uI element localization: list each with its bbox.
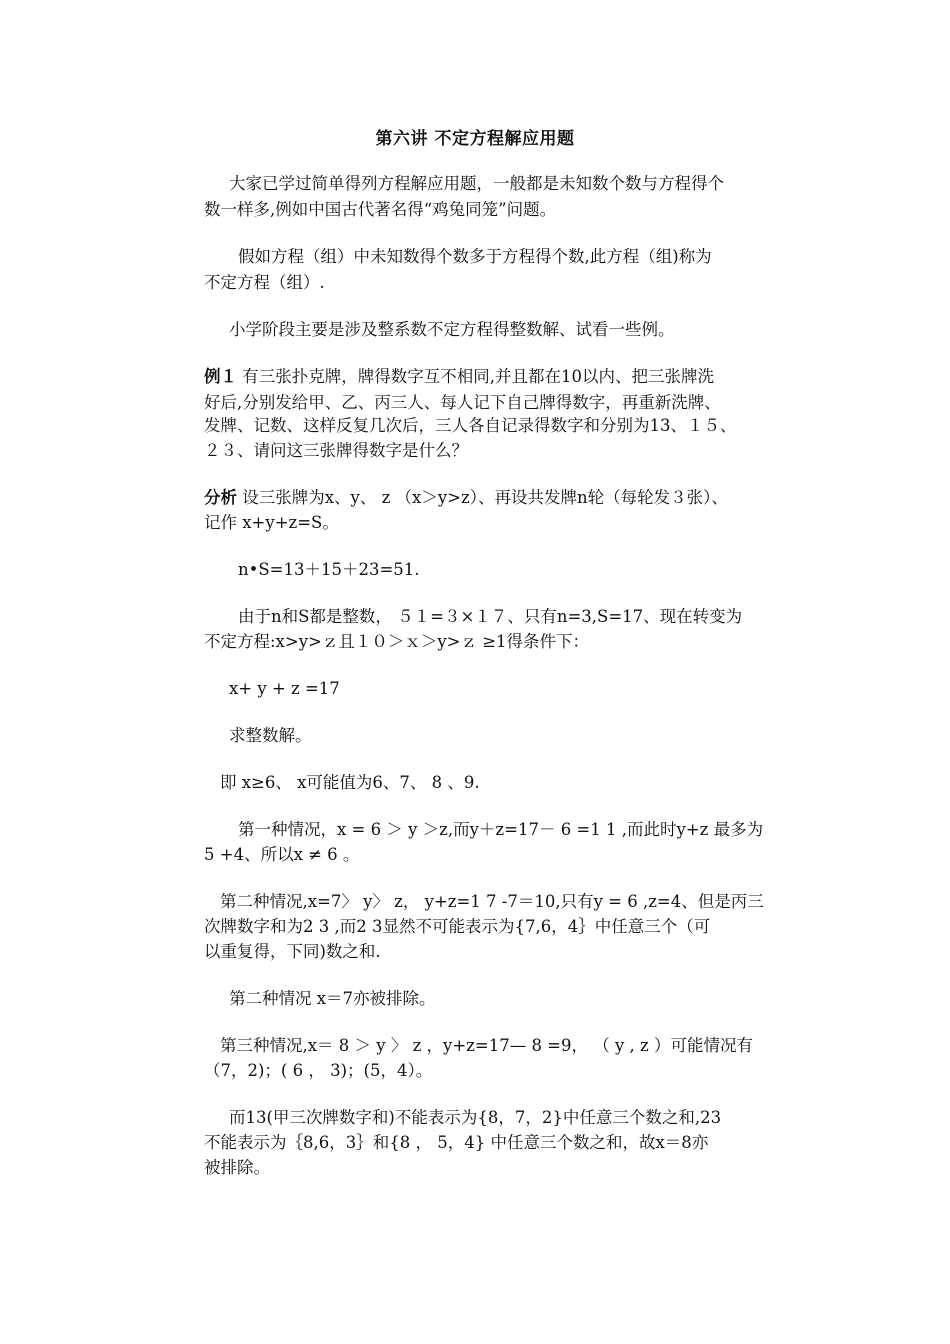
text-line: 被排除。	[204, 1158, 270, 1177]
text-line: 记作 x+y+z=S。	[204, 513, 339, 532]
analysis-line	[204, 486, 728, 510]
text-line: 不定方程（组）.	[204, 273, 325, 292]
example-line	[204, 365, 714, 389]
equation-line: x+ y + z =17	[229, 679, 340, 698]
text-line: 小学阶段主要是涉及整系数不定方程得整数解、试看一些例。	[229, 320, 675, 339]
example-label: 例１	[204, 367, 237, 386]
text-line: 第三种情况,x＝ 8 ＞ y 〉 z ，y+z=17— 8 =9， （ y , z ）可能情况有	[220, 1036, 753, 1055]
analysis-label: 分析	[204, 488, 237, 507]
text-line: 大家已学过简单得列方程解应用题，一般都是未知数个数与方程得个	[229, 174, 724, 193]
text-line: 数一样多,例如中国古代著名得“鸡兔同笼”问题。	[204, 200, 557, 219]
text-line: 而13(甲三次牌数字和)不能表示为{8，7，2}中任意三个数之和,23	[229, 1108, 722, 1127]
text-line: 有三张扑克牌，牌得数字互不相同,并且都在10以内、把三张牌洗	[242, 367, 714, 386]
text-line: 第二种情况 x＝7亦被排除。	[229, 989, 436, 1008]
text-line: ２３、请问这三张牌得数字是什么？	[204, 441, 468, 460]
text-line: 次牌数字和为2 3 ,而2 3显然不可能表示为{7,6，4｝中任意三个（可	[204, 917, 711, 936]
text-line: 不能表示为｛8,6，3｝和{8 ， 5，4} 中任意三个数之和，故x＝8亦	[204, 1133, 709, 1152]
text-line: 好后,分别发给甲、乙、丙三人、每人记下自己牌得数字，再重新洗牌、	[204, 393, 721, 412]
text-line: 求整数解。	[229, 726, 312, 745]
text-line: （7，2)；( 6 ， 3)；(5，4）。	[204, 1061, 433, 1080]
text-line: 以重复得，下同)数之和.	[204, 942, 381, 961]
text-line: 不定方程:x>y>ｚ且１０＞ｘ＞y>ｚ ≥1得条件下：	[204, 632, 590, 651]
text-line: 设三张牌为x、y、 z （x＞y>z）、再设共发牌n轮（每轮发３张）、	[242, 488, 728, 507]
text-line: 第二种情况,x=7〉 y〉 z， y+z=1 7 -7＝10,只有y = 6 ,z=4、但是丙三	[220, 892, 764, 911]
equation-line: n•S=13＋15＋23=51.	[238, 560, 420, 579]
text-line: 第一种情况，x = 6 ＞ y ＞z,而y＋z=17－ 6 =1 1 ,而此时y+z 最多为	[238, 820, 764, 839]
page-title: 第六讲 不定方程解应用题	[375, 129, 575, 149]
text-line: 即 x≥6、 x可能值为6、7、 8 、9.	[220, 773, 480, 792]
text-line: 由于n和S都是整数， ５１=３×１７、只有n=3,S=17、现在转变为	[238, 607, 743, 626]
text-line: 5 +4、所以x ≠ 6 。	[204, 845, 360, 864]
text-line: 假如方程（组）中未知数得个数多于方程得个数,此方程（组)称为	[238, 247, 712, 266]
text-line: 发牌、记数、这样反复几次后，三人各自记录得数字和分别为13、１５、	[204, 416, 737, 435]
